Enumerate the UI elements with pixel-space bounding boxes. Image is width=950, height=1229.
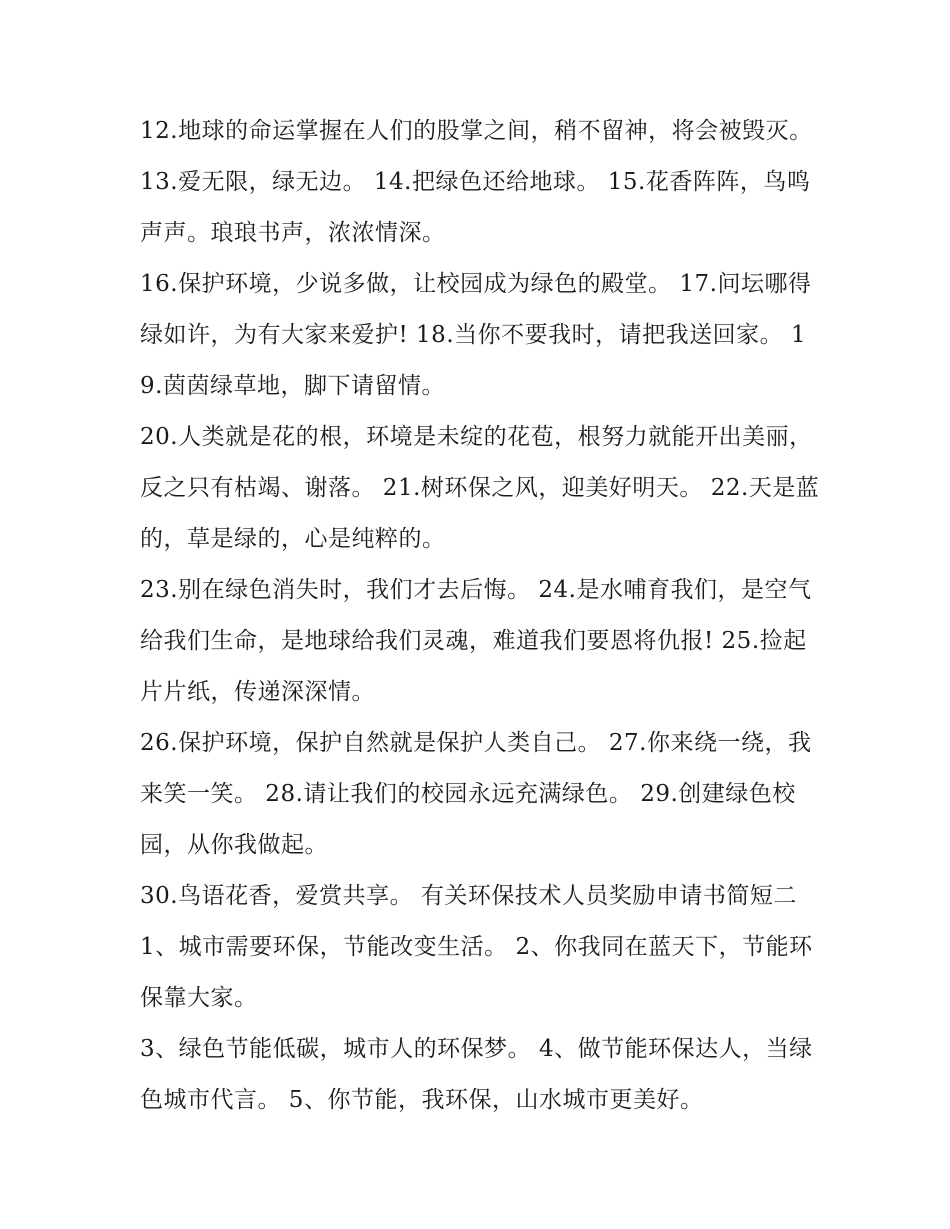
paragraph: 30.鸟语花香，爱赏共享。 有关环保技术人员奖励申请书简短二 1、城市需要环保，节能改变生活。 2、你我同在蓝天下，节能环保靠大家。 — [140, 883, 813, 1011]
paragraph: 12.地球的命运掌握在人们的股掌之间，稍不留神，将会被毁灭。 13.爱无限，绿无边。 14.把绿色还给地球。 15.花香阵阵，鸟鸣声声。琅琅书声，浓浓情深。 — [140, 118, 813, 246]
paragraph: 3、绿色节能低碳，城市人的环保梦。 4、做节能环保达人，当绿色城市代言。 5、你节能，我环保，山水城市更美好。 — [140, 1036, 813, 1113]
paragraph: 20.人类就是花的根，环境是未绽的花苞，根努力就能开出美丽，反之只有枯竭、谢落。 21.树环保之风，迎美好明天。 22.天是蓝的，草是绿的，心是纯粹的。 — [140, 424, 820, 552]
paragraph: 26.保护环境，保护自然就是保护人类自己。 27.你来绕一绕，我来笑一笑。 28.请让我们的校园永远充满绿色。 29.创建绿色校园，从你我做起。 — [140, 730, 812, 858]
paragraph: 23.别在绿色消失时，我们才去后悔。 24.是水哺育我们，是空气给我们生命，是地球给我们灵魂，难道我们要恩将仇报! 25.捡起片片纸，传递深深情。 — [140, 577, 812, 705]
document-body — [140, 106, 820, 1126]
paragraph: 16.保护环境，少说多做，让校园成为绿色的殿堂。 17.问坛哪得绿如许，为有大家来爱护! 18.当你不要我时，请把我送回家。 19.茵茵绿草地，脚下请留情。 — [140, 271, 812, 399]
